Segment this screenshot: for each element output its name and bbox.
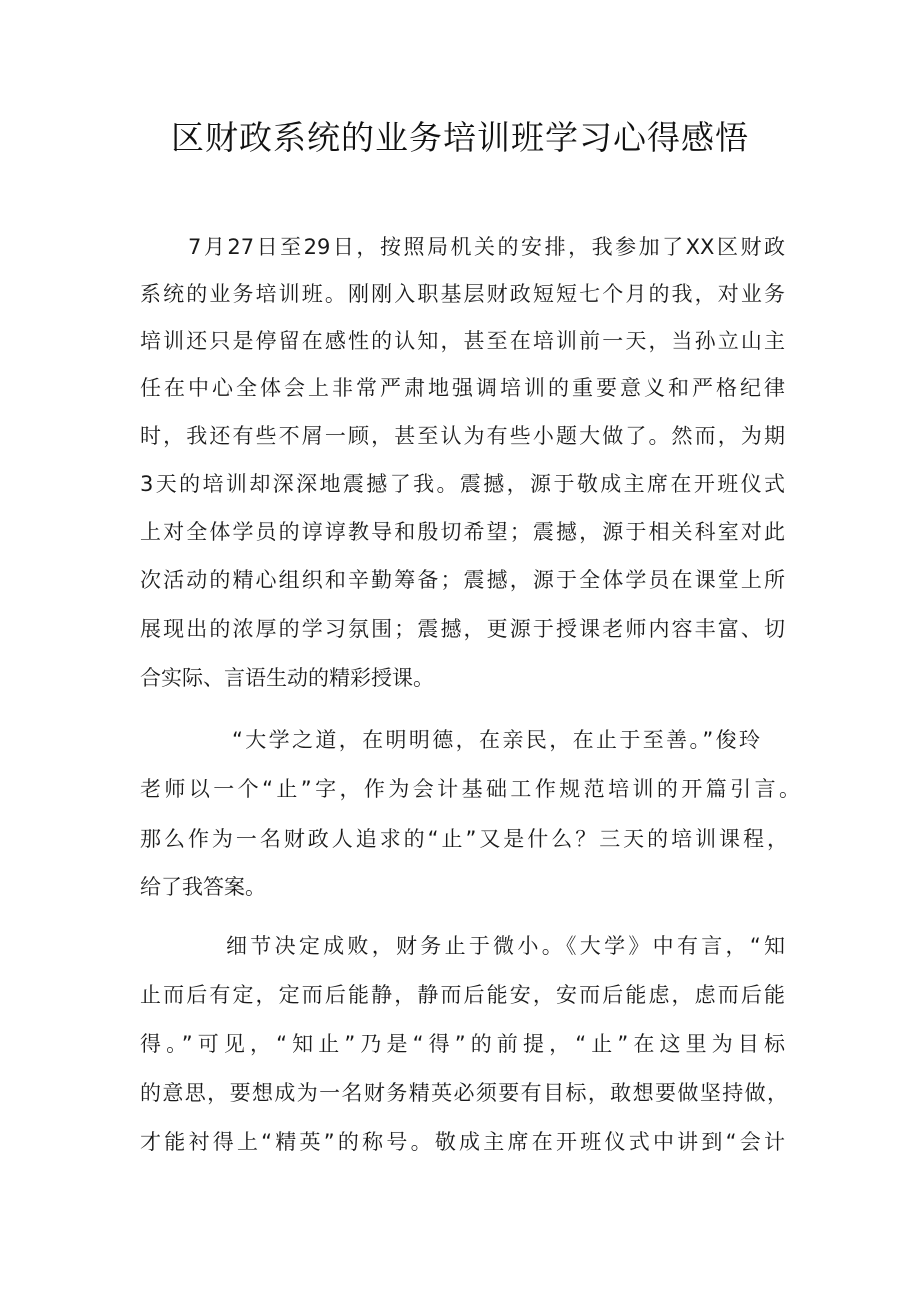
paragraph-1-line-8: 次活动的精心组织和辛勤筹备；震撼，源于全体学员在课堂上所 [140, 568, 785, 592]
paragraph-2-line-2: 老师以一个“止”字，作为会计基础工作规范培训的开篇引言。 [140, 777, 800, 801]
paragraph-3-line-1: 细节决定成败，财务止于微小。《大学》中有言，“知 [226, 934, 785, 958]
paragraph-2-line-3: 那么作为一名财政人追求的“止”又是什么？三天的培训课程， [140, 827, 788, 851]
paragraph-1-line-2: 系统的业务培训班。刚刚入职基层财政短短七个月的我，对业务 [140, 282, 785, 306]
paragraph-1-line-10: 合实际、言语生动的精彩授课。 [140, 666, 434, 690]
paragraph-3-line-3: 得。”可见，“知止”乃是“得”的前提，“止”在这里为目标 [140, 1032, 785, 1056]
paragraph-1-line-6: 3天的培训却深深地震撼了我。震撼，源于敬成主席在开班仪式 [140, 472, 785, 496]
paragraph-3-line-5: 才能衬得上“精英”的称号。敬成主席在开班仪式中讲到“会计 [140, 1130, 785, 1154]
paragraph-1-line-9: 展现出的浓厚的学习氛围；震撼，更源于授课老师内容丰富、切 [140, 617, 785, 641]
paragraph-3-line-4: 的意思，要想成为一名财务精英必须要有目标，敢想要做坚持做， [140, 1081, 788, 1105]
document-title: 区财政系统的业务培训班学习心得感悟 [171, 118, 749, 157]
paragraph-2-line-4: 给了我答案。 [140, 875, 266, 899]
paragraph-3-line-2: 止而后有定，定而后能静，静而后能安，安而后能虑，虑而后能 [140, 983, 785, 1007]
paragraph-2-line-1: “大学之道，在明明德，在亲民，在止于至善。”俊玲 [232, 728, 760, 752]
paragraph-1-line-1: 7月27日至29日，按照局机关的安排，我参加了XX区财政 [188, 235, 785, 259]
paragraph-1-line-4: 任在中心全体会上非常严肃地强调培训的重要意义和严格纪律 [140, 376, 785, 400]
paragraph-1-line-7: 上对全体学员的谆谆教导和殷切希望；震撼，源于相关科室对此 [140, 520, 785, 544]
paragraph-1-line-5: 时，我还有些不屑一顾，甚至认为有些小题大做了。然而，为期 [140, 424, 785, 448]
paragraph-1-line-3: 培训还只是停留在感性的认知，甚至在培训前一天，当孙立山主 [140, 329, 785, 353]
